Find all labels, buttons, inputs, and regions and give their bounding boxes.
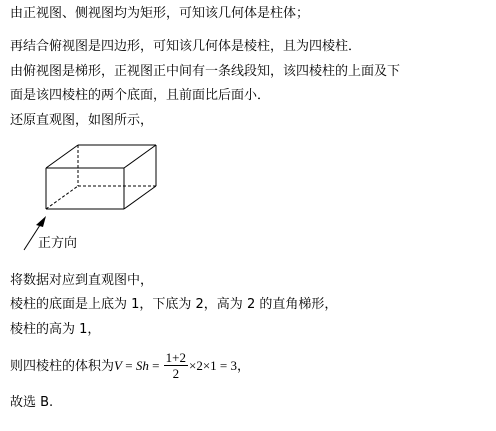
solution-line-3: 由俯视图是梯形，正视图正中间有一条线段知，该四棱柱的上面及下 xyxy=(10,64,401,79)
fraction-numerator: 1+2 xyxy=(165,350,186,365)
volume-prefix: 则四棱柱的体积为 xyxy=(10,359,115,374)
fraction-denominator: 2 xyxy=(172,366,180,381)
solution-line-4: 面是该四棱柱的两个底面，且前面比后面小． xyxy=(10,88,271,103)
prism-hidden-edge xyxy=(46,186,78,209)
volume-formula-line xyxy=(10,351,250,382)
prism-edge xyxy=(124,145,156,168)
volume-suffix: ， xyxy=(237,359,251,374)
volume-rest: ×2×1 = 3 xyxy=(189,358,237,373)
solution-line-5: 还原直观图，如图所示， xyxy=(10,113,154,128)
figure-label: 正方向 xyxy=(38,236,78,251)
solution-line-7: 棱柱的底面是上底为 1，下底为 2，高为 2 的直角梯形， xyxy=(10,297,338,312)
volume-fraction xyxy=(164,350,188,381)
solution-line-1: 由正视图、侧视图均为矩形，可知该几何体是柱体； xyxy=(10,6,310,21)
solution-line-8: 棱柱的高为 1， xyxy=(10,322,101,337)
solution-line-2: 再结合俯视图是四边形，可知该几何体是棱柱，且为四棱柱． xyxy=(10,39,362,54)
volume-equals-2: = xyxy=(148,358,163,373)
volume-equals-1: = xyxy=(121,358,136,373)
prism-edge xyxy=(124,186,156,209)
prism-diagram xyxy=(12,138,162,256)
volume-var-v: V xyxy=(114,358,122,373)
volume-var-sh: Sh xyxy=(135,358,149,373)
prism-edge xyxy=(46,145,78,168)
direction-arrow-head xyxy=(36,216,46,227)
solution-conclusion: 故选 B. xyxy=(10,395,54,410)
solution-line-6: 将数据对应到直观图中， xyxy=(10,273,154,288)
